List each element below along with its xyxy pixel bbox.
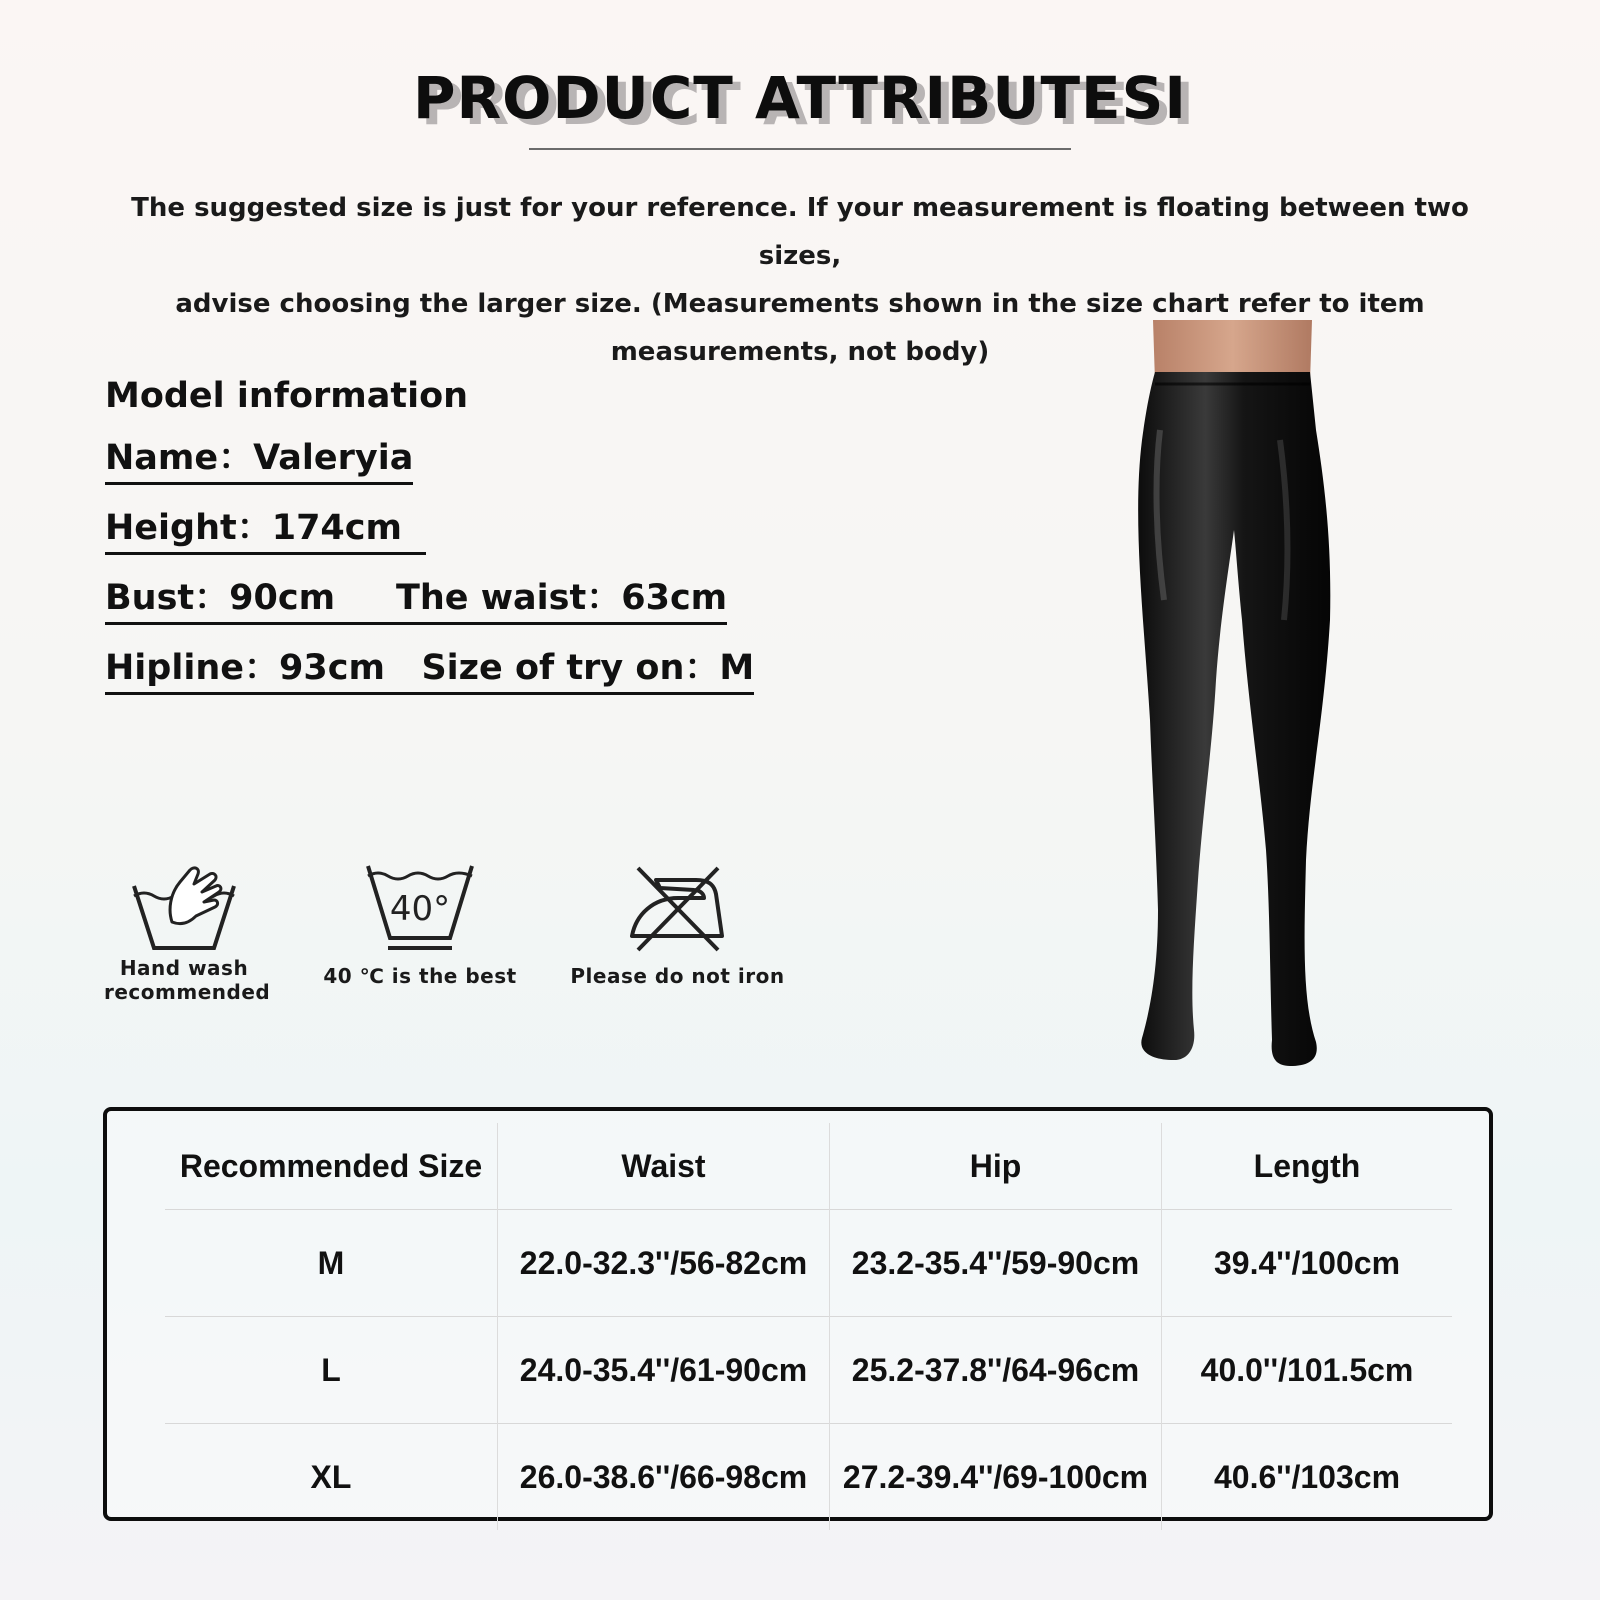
- size-cell: L: [165, 1317, 498, 1424]
- size-table-header-row: [165, 1123, 1452, 1210]
- waist-cell: 22.0-32.3''/56-82cm: [498, 1210, 830, 1317]
- no-iron-label: Please do not iron: [570, 964, 785, 988]
- length-cell: 39.4''/100cm: [1162, 1210, 1453, 1317]
- header-recommended-size: Recommended Size: [179, 1147, 483, 1184]
- length-cell: 40.6''/103cm: [1162, 1424, 1453, 1531]
- length-cell: 40.0''/101.5cm: [1162, 1317, 1453, 1424]
- model-information: [105, 366, 754, 714]
- wash-40-icon: [360, 860, 480, 956]
- size-advice-line: The suggested size is just for your reference. If your measurement is floating between two sizes,: [131, 193, 1469, 271]
- size-advice-line: measurements, not body): [610, 337, 990, 367]
- table-row: [165, 1317, 1452, 1424]
- hand-wash-icon: [124, 860, 244, 956]
- waist-cell: 26.0-38.6''/66-98cm: [498, 1424, 830, 1531]
- hand-wash-label-line1: Hand wash: [119, 956, 249, 980]
- model-hip-size: Hipline：93cm Size of try on：M: [105, 644, 754, 695]
- leggings: [1138, 372, 1330, 1066]
- size-cell: M: [165, 1210, 498, 1317]
- header-waist: Waist: [498, 1123, 830, 1210]
- model-info-heading: Model information: [105, 376, 469, 416]
- wash-40-icon-text: 40°: [389, 889, 451, 929]
- size-chart: [103, 1107, 1493, 1521]
- page-title: PRODUCT ATTRIBUTESI: [413, 64, 1187, 132]
- model-bust-waist: Bust：90cm The waist：63cm: [105, 574, 727, 625]
- care-no-iron: [570, 860, 785, 988]
- table-row: [165, 1424, 1452, 1531]
- hand-wash-label-line2: recommended: [104, 980, 271, 1004]
- header-hip: Hip: [830, 1123, 1162, 1210]
- size-advice-line: advise choosing the larger size. (Measurements shown in the size chart refer to item: [175, 289, 1425, 319]
- waist-cell: 24.0-35.4''/61-90cm: [498, 1317, 830, 1424]
- header-length: Length: [1162, 1123, 1453, 1210]
- no-iron-icon: [618, 860, 738, 956]
- hip-cell: 25.2-37.8''/64-96cm: [830, 1317, 1162, 1424]
- model-name: Name：Valeryia: [105, 434, 413, 485]
- table-row: [165, 1210, 1452, 1317]
- hip-cell: 27.2-39.4''/69-100cm: [830, 1424, 1162, 1531]
- product-photo-leggings: [1120, 320, 1480, 1090]
- care-temperature: [320, 860, 520, 988]
- size-table: [165, 1123, 1452, 1530]
- title-divider: [529, 148, 1071, 150]
- hip-cell: 23.2-35.4''/59-90cm: [830, 1210, 1162, 1317]
- care-hand-wash: [104, 860, 271, 1004]
- temperature-label: 40 ℃ is the best: [323, 964, 517, 988]
- model-height: Height：174cm: [105, 504, 426, 555]
- size-cell: XL: [165, 1424, 498, 1531]
- title-section: [0, 62, 1600, 134]
